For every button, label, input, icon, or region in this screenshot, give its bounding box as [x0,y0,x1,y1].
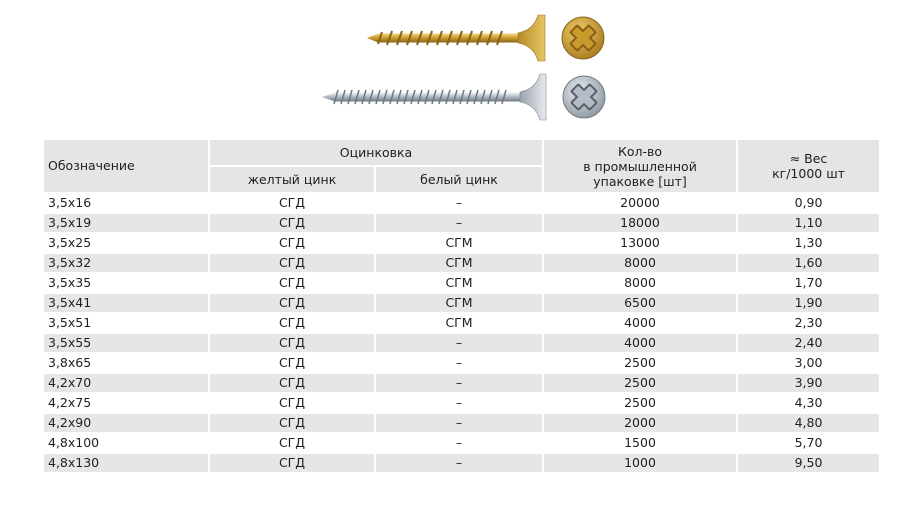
cell-designation: 4,8х100 [48,435,100,450]
col-yellow-zinc: желтый цинк [210,167,374,192]
cell-quantity: 8000 [544,254,736,272]
cell-quantity: 2500 [624,355,656,370]
cell-white-zinc: СГМ [445,315,473,330]
cell-white-zinc: – [376,214,542,232]
cell-yellow-zinc: СГД [210,334,374,352]
cell-designation: 3,5х41 [44,294,208,312]
cell-yellow-zinc: СГД [210,454,374,472]
cell-designation: 3,5х55 [44,334,208,352]
cell-weight: 1,90 [738,294,879,312]
product-images [0,0,919,130]
table-row [44,254,879,272]
cell-weight: 2,30 [794,315,823,330]
col-quantity [544,140,736,192]
table-row [44,354,879,372]
cell-weight: 3,90 [738,374,879,392]
col-weight-label: ≈ Вес кг/1000 шт [772,151,845,181]
table-body [44,194,879,472]
cell-quantity: 6500 [544,294,736,312]
cell-quantity: 13000 [620,235,660,250]
cell-yellow-zinc: СГД [278,395,306,410]
col-white-zinc: белый цинк [376,167,542,192]
white-zinc-screw-icon [322,74,546,120]
cell-designation: 3,5х19 [44,214,208,232]
cell-white-zinc: – [376,334,542,352]
col-galvanizing: Оцинковка [210,140,542,165]
cell-quantity: 2500 [544,374,736,392]
cell-weight: 4,80 [738,414,879,432]
table-row [44,374,879,392]
table-row [44,194,879,212]
cell-weight: 2,40 [738,334,879,352]
cell-yellow-zinc: СГД [278,435,306,450]
table-row [44,274,879,292]
cell-white-zinc: – [455,435,463,450]
cell-designation: 3,5х51 [48,315,92,330]
cell-weight: 1,70 [794,275,823,290]
cell-weight: 9,50 [738,454,879,472]
table-row [44,414,879,432]
table-row [44,394,879,412]
cell-designation: 4,8х130 [44,454,208,472]
cell-yellow-zinc: СГД [278,275,306,290]
col-designation: Обозначение [44,140,208,192]
table-row [44,294,879,312]
cell-designation: 4,2х75 [48,395,92,410]
table-row [44,334,879,352]
cell-quantity: 4000 [624,315,656,330]
cell-designation: 3,8х65 [48,355,92,370]
table-row [44,434,879,452]
cell-quantity: 8000 [624,275,656,290]
cell-designation: 3,5х35 [48,275,92,290]
yellow-zinc-screw-head-icon [562,17,604,59]
cell-white-zinc: СГМ [445,275,473,290]
cell-white-zinc: – [376,374,542,392]
cell-yellow-zinc: СГД [278,315,306,330]
cell-yellow-zinc: СГД [278,355,306,370]
cell-weight: 1,60 [738,254,879,272]
cell-yellow-zinc: СГД [278,235,306,250]
cell-weight: 1,10 [738,214,879,232]
white-zinc-screw-head-icon [563,76,605,118]
specification-table [42,138,881,474]
cell-white-zinc: – [455,355,463,370]
cell-white-zinc: – [376,414,542,432]
cell-quantity: 2000 [544,414,736,432]
cell-yellow-zinc: СГД [210,374,374,392]
cell-quantity: 2500 [624,395,656,410]
cell-quantity: 18000 [544,214,736,232]
table-row [44,314,879,332]
cell-yellow-zinc: СГД [278,195,306,210]
cell-quantity: 1500 [624,435,656,450]
table-row [44,234,879,252]
yellow-zinc-screw-icon [367,15,545,61]
cell-designation: 4,2х70 [44,374,208,392]
cell-quantity: 20000 [620,195,660,210]
cell-designation: 3,5х25 [48,235,92,250]
cell-quantity: 4000 [544,334,736,352]
cell-weight: 1,30 [794,235,823,250]
cell-white-zinc: СГМ [376,294,542,312]
cell-yellow-zinc: СГД [210,294,374,312]
cell-designation: 4,2х90 [44,414,208,432]
cell-white-zinc: – [455,195,463,210]
table-header [44,140,879,192]
cell-white-zinc: – [455,395,463,410]
cell-white-zinc: СГМ [445,235,473,250]
cell-weight: 0,90 [794,195,823,210]
col-weight [738,140,879,192]
cell-designation: 3,5х32 [44,254,208,272]
cell-weight: 5,70 [794,435,823,450]
col-quantity-label: Кол-во в промышленной упаковке [шт] [583,143,697,189]
cell-quantity: 1000 [544,454,736,472]
table-row [44,454,879,472]
cell-yellow-zinc: СГД [210,214,374,232]
cell-weight: 4,30 [794,395,823,410]
table-row [44,214,879,232]
cell-designation: 3,5х16 [48,195,92,210]
cell-white-zinc: – [376,454,542,472]
cell-yellow-zinc: СГД [210,414,374,432]
cell-yellow-zinc: СГД [210,254,374,272]
cell-white-zinc: СГМ [376,254,542,272]
cell-weight: 3,00 [794,355,823,370]
